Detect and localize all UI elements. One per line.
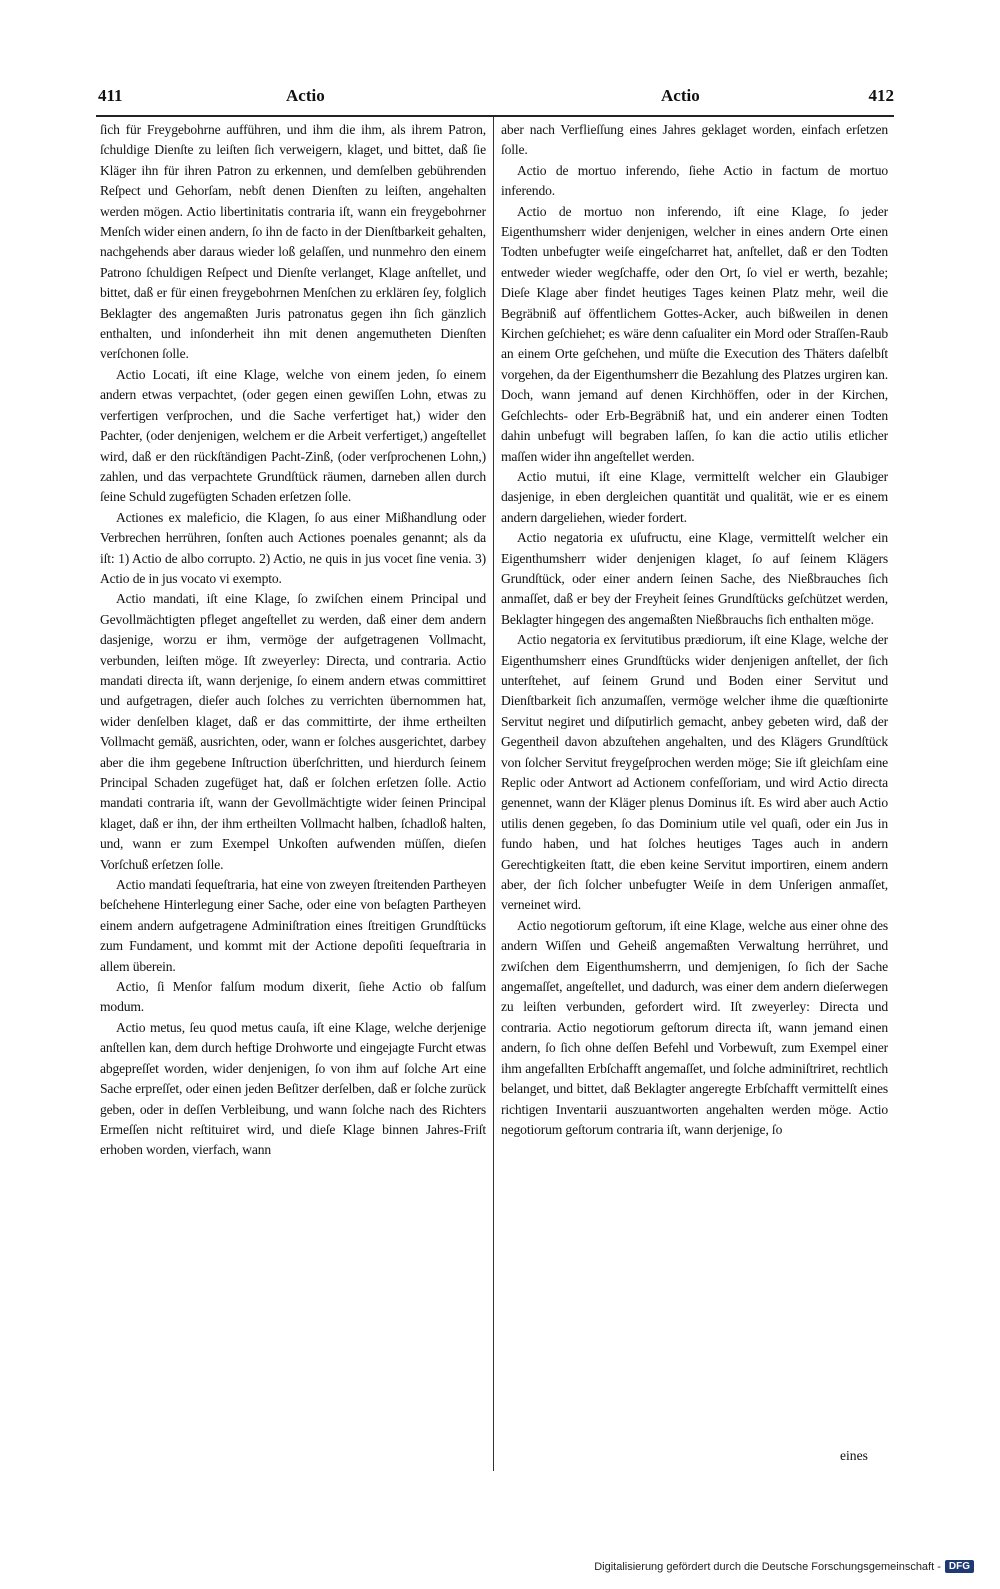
dfg-logo-icon: DFG [945, 1560, 974, 1573]
paragraph: Actio de mortuo non inferendo, iſt eine Klage, ſo jeder Eigenthumsherr wider denjenigen, welcher in eines andern Orte einen Todten unbefugter weiſe eingeſcharret hat, anſtellet, daß er den Todten entweder wieder wegſchaffe, oder den Ort, ſo viel er werth, bezahle; Dieſe Klage aber findet heutiges Tages keinen Platz mehr, weil die Begräbniß auf öffentlichem Gottes-Acker, auch bißweilen in denen Kirchen geſchiehet; es wäre denn caſualiter ein Mord oder Straſſen-Raub an einem Orte geſchehen, und müſte die Execution des Thäters daſelbſt vorgehen, da der Eigenthumsherr die Bezahlung des Platzes urgiren kan. Doch, wann jemand auf denen Kirchhöffen, oder in der Kirchen, Geſchlechts- oder Erb-Begräbniß hat, und ein anderer einen Todten dahin unbefugt will begraben laſſen, ſo kan die actio utilis etlicher maſſen wider ihn angeſtellet werden. [501, 203, 888, 464]
paragraph: Actio negatoria ex uſufructu, eine Klage, vermittelſt welcher ein Eigenthumsherr wider denjenigen klaget, ſo auf ſeinem Klägers Grundſtück, oder einer andern ſeinen Sache, des Nießbrauches ſich anmaſſet, daß er bey der Freyheit ſeines Grundſtücks geſchützet werden, Beklagter hingegen des angemaßten Nießbrauchs ſich enthalten möge. [501, 530, 888, 627]
paragraph: Actio mandati ſequeſtraria, hat eine von zweyen ſtreitenden Partheyen beſchehene Hinterlegung einer Sache, oder eine von beſagten Partheyen einem andern aufgetragene Adminiſtration eines ſtreitigen Grundſtücks zum Fundament, und kommt mit der Actione depoſiti ſequeſtraria in allem überein. [100, 877, 486, 974]
running-header [96, 86, 894, 112]
page-number-right: 412 [868, 86, 894, 105]
paragraph: Actio de mortuo inferendo, ſiehe Actio in factum de mortuo inferendo. [501, 162, 888, 199]
footer-text: Digitalisierung gefördert durch die Deutsche Forschungsgemeinschaft - [594, 1560, 941, 1573]
paragraph: Actiones ex maleficio, die Klagen, ſo aus einer Mißhandlung oder Verbrechen herrühren, ſonſten auch Actiones poenales genannt; als da iſt: 1) Actio de albo corrupto. 2) Actio, ne quis in jus vocet ſine venia. 3) Actio de in jus vocato vi exempto. [100, 509, 486, 586]
right-column [501, 120, 888, 1140]
paragraph: Actio negatoria ex ſervitutibus prædiorum, iſt eine Klage, welche der Eigenthumsherr eines Grundſtücks wider denjenigen anſtellet, der ſich unterſtehet, auf ſeinem Grund und Boden einer Servitut und Dienſtbarkeit ſich anzumaſſen, vermöge welcher ihme die quæſtionirte Servitut negiret und diſputirlich gemacht, anbey gebeten wird, daß der Gegentheil davon abzuſtehen angehalten, und des Klägers Grundſtück von ſolcher Servitut freygeſprochen werden möge; Sie iſt gleichſam eine Replic oder Antwort ad Actionem confeſſoriam, und wird Actio directa genennet, wann der Kläger plenus Dominus iſt. Es wird aber auch Actio utilis denen gegeben, ſo das Dominium utile vel quaſi, oder ein Jus in fundo haben, und hat ſolches heutiges Tages auch in andern Gerechtigkeiten ſtatt, die eben keine Servitut importiren, einem andern aber, der ſich ſolcher unbefugter Weiſe in dem Unſerigen anmaſſet, verneinet wird. [501, 632, 888, 913]
paragraph: ſich für Freygebohrne aufführen, und ihm die ihm, als ihrem Patron, ſchuldige Dienſte zu leiſten ſich verweigern, klaget, und bittet, daß ſie Kläger ihn für ihren Patron zu erkennen, und demſelben gebührenden Reſpect und Gehorſam, nebſt denen Dienſten zu leiſten, angehalten werden mögen. Actio libertinitatis contraria iſt, wann ein freygebohrner Menſch wider einen andern, ſo ihn de facto in der Dienſtbarkeit gehalten, nachgehends aber daraus wieder loß gelaſſen, und nunmehro den einem Patrono ſchuldigen Reſpect und Dienſte verlanget, Klage anſtellet, und bittet, daß er für einen freygebohrnen Menſchen zu erklären ſey, folglich Beklagter des angemaßten Juris patronatus gegen ihn ſich gänzlich enthalten, und inſonderheit ihn mit denen angemutheten Dienſten verſchonen ſolle. [100, 122, 486, 362]
paragraph: Actio negotiorum geſtorum, iſt eine Klage, welche aus einer ohne des andern Wiſſen und Geheiß angemaßten Verwaltung herrühret, und zwiſchen dem Eigenthumsherrn, und demjenigen, ſo ſich der Sache angemaſſet, angeſtellet, und dadurch, was einer dem andern dieſerwegen zu leiſten verbunden, gefordert wird. Iſt zweyerley: Directa und contraria. Actio negotiorum geſtorum directa iſt, wann jemand einen andern, ſo ſich ohne deſſen Befehl und Vorbewuſt, zum Exempel einer ihm angefallten Erbſchafft angemaſſet, und ſolche adminiſtriret, rechtlich belanget, und bittet, daß Beklagter angeregte Erbſchafft vermittelſt eines richtigen Inventarii auszuantworten angehalten werden möge. Actio negotiorum geſtorum contraria iſt, wann derjenige, ſo [501, 917, 888, 1137]
column-divider [493, 117, 494, 1471]
paragraph: Actio mutui, iſt eine Klage, vermittelſt welcher ein Glaubiger dasjenige, in eben dergleichen quantität und qualität, wie er es einem andern dargeliehen, wieder fordert. [501, 468, 888, 525]
paragraph: Actio Locati, iſt eine Klage, welche von einem jeden, ſo einem andern etwas verpachtet, (oder gegen einen gewiſſen Lohn, etwas zu verfertigen verſprochen, und die Sache verfertiget hat,) wider den Pachter, (oder denjenigen, welchem er die Arbeit verfertiget,) angeſtellet wird, daß er den rückſtändigen Pacht-Zinß, (oder verſprochenen Lohn,) zahlen, und das verpachtete Grundſtück räumen, darneben allen durch ſeine Schuld zugefügten Schaden erſetzen ſolle. [100, 366, 486, 505]
paragraph: Actio metus, ſeu quod metus cauſa, iſt eine Klage, welche derjenige anſtellen kan, dem durch heftige Drohworte und eingejagte Furcht etwas abgepreſſet worden, wider denjenigen, ſo von ihm auf ſolche Art eine Sache erpreſſet, oder einen jeden Beſitzer derſelben, daß er ſolche zurück geben, oder in deſſen Verbleibung, und wann ſolche nach des Richters Ermeſſen nicht reſtituiret wird, und dieſe Klage binnen Jahres-Friſt erhoben worden, vierfach, wann [100, 1019, 486, 1158]
paragraph: aber nach Verflieſſung eines Jahres geklaget worden, einfach erſetzen ſolle. [501, 122, 888, 158]
running-title-left: Actio [286, 86, 325, 105]
left-column [100, 120, 486, 1161]
page-number-left: 411 [98, 86, 123, 105]
header-rule [96, 115, 894, 117]
paragraph: Actio mandati, iſt eine Klage, ſo zwiſchen einem Principal und Gevollmächtigten pfleget angeſtellet zu werden, daß einer dem andern dasjenige, worzu er ihm, vermöge der aufgetragenen Vollmacht, verbunden, leiſten möge. Iſt zweyerley: Directa, und contraria. Actio mandati directa iſt, wann derjenige, ſo einem andern etwas committiret und aufgetragen, dieſer auch ſolches zu verrichten übernommen hat, wider denſelben klaget, daß er das committirte, der ihme ertheilten Vollmacht gemäß, ausrichten, oder, wann er ſolches ausgerichtet, darbey aber die ihm gegebene Inſtruction überſchritten, und hierdurch ſeinem Principal Schaden zugefüget hat, daß er ſolchen erſetzen ſolle. Actio mandati contraria iſt, wann der Gevollmächtigte wider ſeinen Principal klaget, daß er ihn, der ihm ertheilten Vollmacht halben, ſchadloß halten, und, wann er zum Exempel Unkoſten aufwenden müſſen, dieſen Vorſchuß erſetzen ſolle. [100, 591, 486, 872]
catchword: eines [840, 1448, 868, 1463]
running-title-right: Actio [661, 86, 700, 105]
paragraph: Actio, ſi Menſor falſum modum dixerit, ſiehe Actio ob falſum modum. [100, 979, 486, 1015]
digitization-footer [594, 1560, 974, 1573]
